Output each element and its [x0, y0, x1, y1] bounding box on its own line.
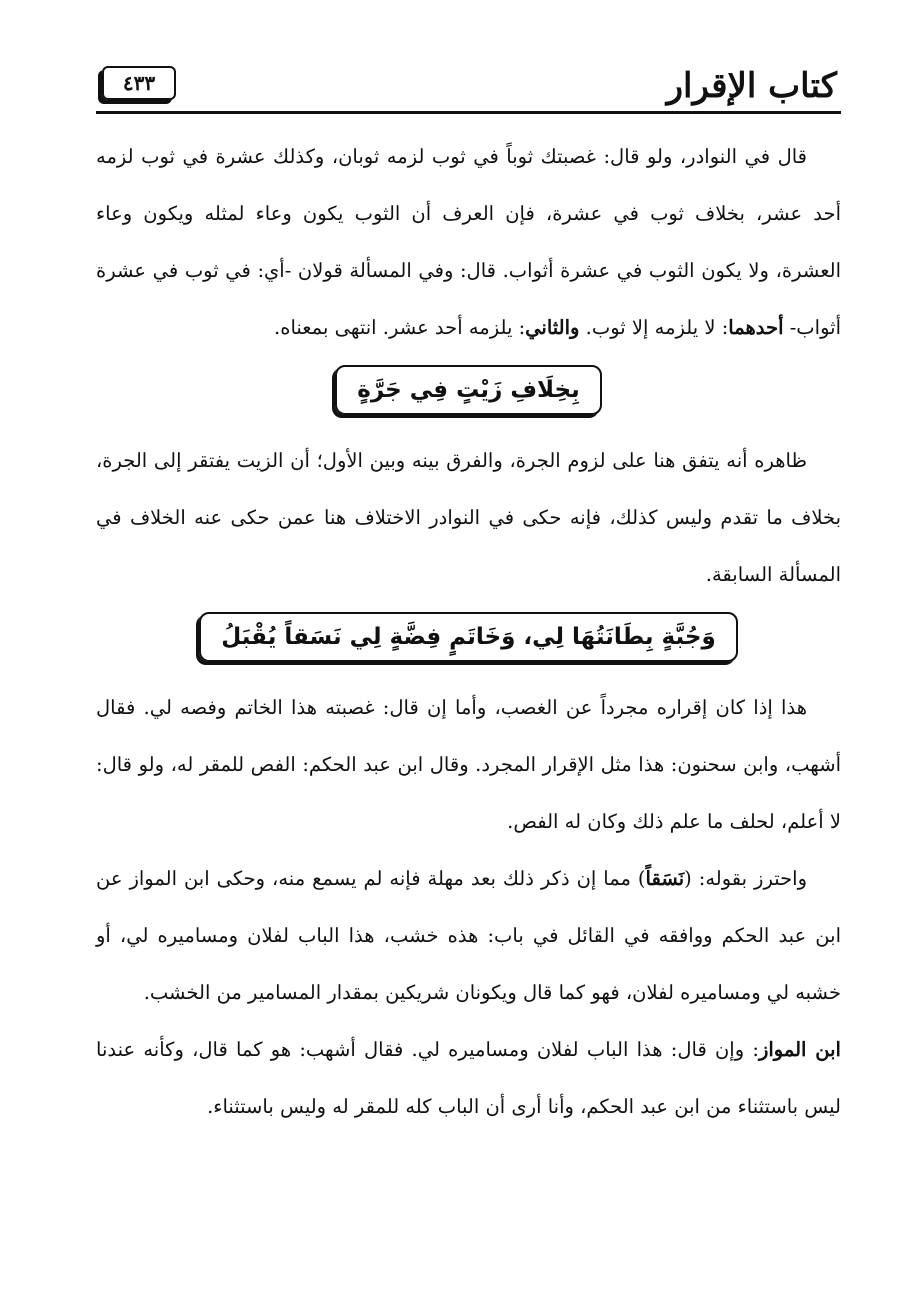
paragraph-2: ظاهره أنه يتفق هنا على لزوم الجرة، والفرق بينه وبين الأول؛ أن الزيت يفتقر إلى الجرة، بخلاف ما تقدم وليس كذلك، فإنه حكى في النوادر الاختلاف هنا عمن حكى عنه الخلاف في المسألة السابقة. — [96, 449, 841, 586]
paragraph-4-end: ) مما إن ذكر ذلك بعد مهلة فإنه لم يسمع منه، وحكى ابن المواز عن ابن عبد الحكم ووافقه في القائل في باب: هذه خشب، هذا الباب لفلان ومساميره لي، أو خشبه لي ومساميره لفلان، فهو كما قال ويكونان شريكين بمقدار المسامير من الخشب. — [96, 867, 841, 1004]
paragraph-1 — [96, 128, 841, 356]
paragraph-4 — [96, 850, 841, 1021]
paragraph-4-start: واحترز بقوله: ( — [684, 867, 807, 890]
term-nasaqan: نَسَقاً — [645, 867, 685, 890]
matn-box-2: وَجُبَّةٍ بِطَانَتُهَا لِي، وَخَاتَمٍ فِضَّةٍ لِي نَسَقاً يُقْبَلُ — [199, 612, 738, 662]
header-rule — [96, 111, 841, 114]
paragraph-5 — [96, 1021, 841, 1135]
paragraph-3: هذا إذا كان إقراره مجرداً عن الغصب، وأما إن قال: غصبته هذا الخاتم وفصه لي. فقال أشهب، وابن سحنون: هذا مثل الإقرار المجرد. وقال ابن عبد الحكم: الفص للمقر له، ولو قال: لا أعلم، لحلف ما علم ذلك وكان له الفص. — [96, 696, 841, 833]
paragraph-1-mid: : لا يلزمه إلا ثوب. — [585, 316, 729, 339]
page-header — [96, 62, 841, 114]
term-second: والثاني — [525, 316, 580, 339]
matn-box-1-wrap — [96, 362, 841, 424]
paragraph-1-text: قال في النوادر، ولو قال: غصبتك ثوباً في ثوب لزمه ثوبان، وكذلك عشرة في ثوب لزمه أحد عشر، بخلاف ثوب في عشرة، فإن العرف أن الثوب يكون وعاء لمثله ويكون وعاء العشرة، ولا يكون الثوب في عشرة أثواب. قال: وفي المسألة قولان -أي: في ثوب في عشرة أثواب- — [96, 145, 841, 339]
page-body — [96, 128, 841, 1135]
matn-box-1: بِخِلَافِ زَيْتٍ فِي جَرَّةٍ — [335, 365, 601, 415]
paragraph-1-end: : يلزمه أحد عشر. انتهى بمعناه. — [274, 316, 526, 339]
term-ibn-almawaz: ابن المواز — [758, 1038, 841, 1061]
page-number: ٤٣٣ — [102, 66, 176, 100]
chapter-title: كتاب الإقرار — [666, 66, 837, 106]
paragraph-5-text: : وإن قال: هذا الباب لفلان ومساميره لي. فقال أشهب: هو كما قال، وكأنه عندنا ليس باستثناء من ابن عبد الحكم، وأنا أرى أن الباب كله للمقر له وليس باستثناء. — [96, 1038, 841, 1118]
matn-box-2-wrap — [96, 609, 841, 671]
term-first: أحدهما — [728, 316, 784, 339]
